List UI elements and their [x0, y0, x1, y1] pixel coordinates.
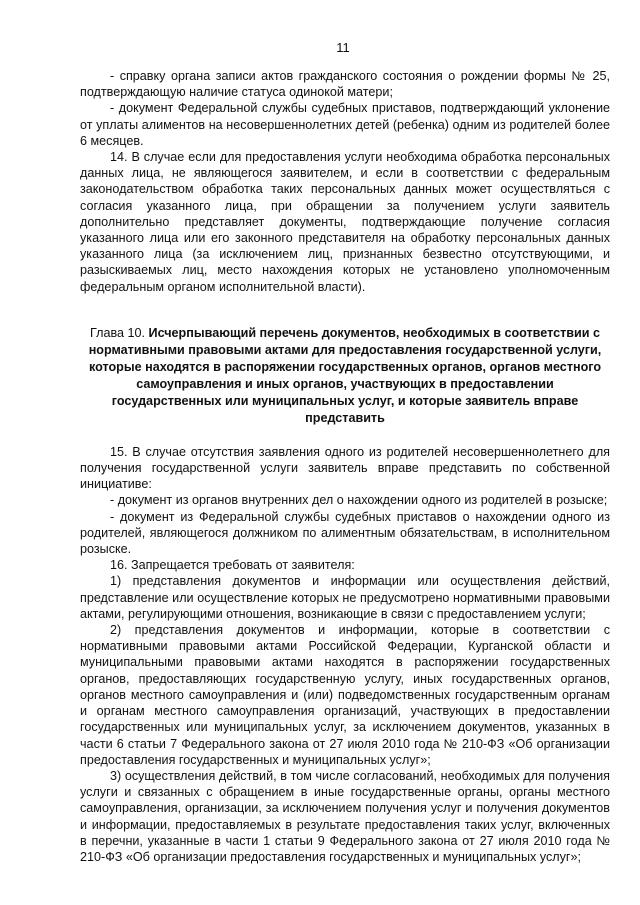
paragraph: 14. В случае если для предоставления услуги необходима обработка персональных данных лица, не являющегося заявителем, и если в соответствии с федеральным законодательством обработка таких персональных данных может осуществляться с согласия указанного лица, при обращении за получением услуги заявитель дополнительно представляет документы, подтверждающие получение согласия указанного лица или его законного представителя на обработку персональных данных указанного лица (за исключением лиц, признанных безвестно отсутствующими, и разыскиваемых лиц, место нахождения которых не установлено уполномоченным федеральным органом исполнительной власти). — [80, 150, 610, 294]
chapter-heading — [80, 325, 610, 427]
paragraph: - документ из Федеральной службы судебных приставов о нахождении одного из родителей, являющегося должником по алиментным обязательствам, в исполнительном розыске. — [80, 509, 610, 557]
chapter-title: Исчерпывающий перечень документов, необходимых в соответствии с нормативными правовыми актами для предоставления государственной услуги, которые находятся в распоряжении государственных органов, органов местного самоуправления и иных органов, участвующих в предоставлении государственных или муниципальных услуг, и которые заявитель вправе представить — [88, 325, 602, 425]
chapter-label: Глава 10. — [89, 325, 146, 340]
paragraph: - документ Федеральной службы судебных приставов, подтверждающий уклонение от уплаты алиментов на несовершеннолетних детей (ребенка) одним из родителей более 6 месяцев. — [80, 101, 610, 148]
paragraph: 3) осуществления действий, в том числе согласований, необходимых для получения услуги и связанных с обращением в иные государственные органы, органы местного самоуправления, организации, за исключением получения услуг и получения документов и информации, предоставляемых в результате предоставления таких услуг, включенных в перечни, указанные в части 1 статьи 9 Федерального закона от 27 июля 2010 года № 210-ФЗ «Об организации предоставления государственных и муниципальных услуг»; — [80, 768, 610, 864]
document-body — [80, 68, 610, 865]
paragraph: - документ из органов внутренних дел о нахождении одного из родителей в розыске; — [110, 493, 608, 508]
paragraph: 2) представления документов и информации, которые в соответствии с нормативными правовыми актами Российской Федерации, Курганской области и муниципальными правовыми актами находятся в распоряжении государственных органов, предоставляющих государственную услугу, иных государственных органов, органов местного самоуправления и (или) подведомственных государственным органам и органам местного самоуправления организаций, участвующих в предоставлении государственных или муниципальных услуг, за исключением документов, указанных в части 6 статьи 7 Федерального закона от 27 июля 2010 года № 210-ФЗ «Об организации предоставления государственных и муниципальных услуг»; — [80, 623, 610, 767]
page-number: 11 — [336, 40, 350, 55]
paragraph: 15. В случае отсутствия заявления одного из родителей несовершеннолетнего для получения государственной услуги заявитель вправе представить по собственной инициативе: — [80, 444, 610, 492]
paragraph: - справку органа записи актов гражданского состояния о рождении формы № 25, подтверждающую наличие статуса одинокой матери; — [80, 69, 610, 100]
paragraph: 16. Запрещается требовать от заявителя: — [110, 558, 355, 573]
paragraph: 1) представления документов и информации или осуществления действий, представление или осуществление которых не предусмотрено нормативными правовыми актами, регулирующими отношения, возникающие в связи с предоставлением услуги; — [80, 574, 610, 621]
